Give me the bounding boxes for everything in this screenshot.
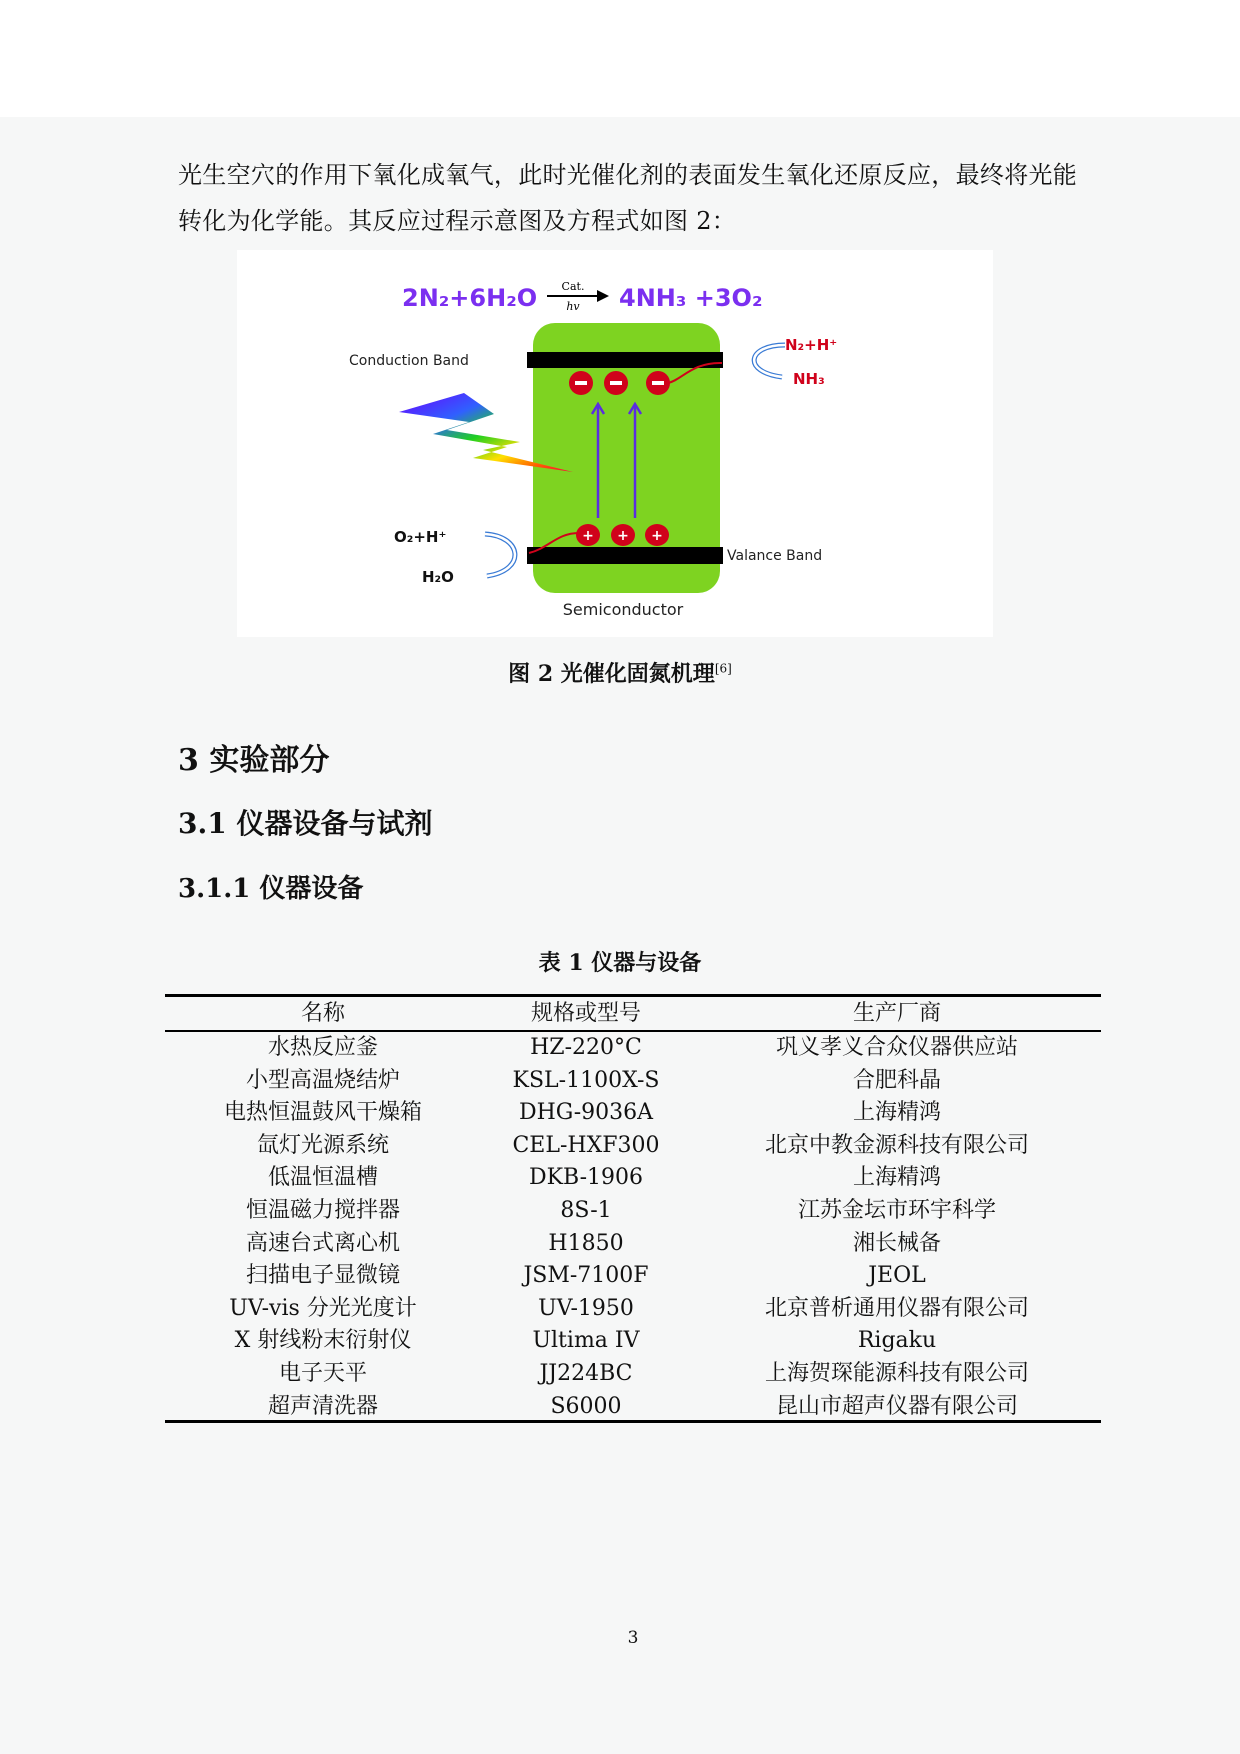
catalyst-label: Cat. bbox=[561, 280, 585, 293]
subsection-heading: 3.1 仪器设备与试剂 bbox=[178, 807, 433, 840]
table-row bbox=[165, 1228, 1101, 1260]
cell-name: 氙灯光源系统 bbox=[256, 1132, 389, 1158]
table-row bbox=[165, 1032, 1101, 1064]
cell-manufacturer: 上海精鸿 bbox=[852, 1100, 941, 1126]
cell-name: 恒温磁力搅拌器 bbox=[245, 1198, 400, 1223]
figure-caption-ref: [6] bbox=[714, 661, 732, 676]
header-manufacturer: 生产厂商 bbox=[852, 1001, 941, 1026]
cell-model: HZ-220°C bbox=[530, 1035, 642, 1060]
cell-name: 电热恒温鼓风干燥箱 bbox=[223, 1100, 422, 1126]
body-text-line: 转化为化学能。其反应过程示意图及方程式如图 2： bbox=[178, 207, 737, 235]
table-header-row bbox=[165, 998, 1101, 1030]
cb-product-label: NH₃ bbox=[793, 370, 825, 388]
table-bottom-rule bbox=[165, 1420, 1101, 1423]
cell-manufacturer: Rigaku bbox=[857, 1328, 937, 1354]
header-model: 规格或型号 bbox=[530, 1001, 641, 1026]
semiconductor-label: Semiconductor bbox=[562, 600, 684, 619]
table-row bbox=[165, 1391, 1101, 1423]
cell-model: UV-1950 bbox=[538, 1295, 634, 1321]
cell-manufacturer: JEOL bbox=[868, 1263, 926, 1289]
hole-sign: + bbox=[651, 528, 663, 544]
table-row bbox=[165, 1065, 1101, 1097]
cell-model: 8S-1 bbox=[560, 1198, 612, 1223]
table-row bbox=[165, 1293, 1101, 1325]
cell-name: 小型高温烧结炉 bbox=[245, 1067, 400, 1093]
cell-name: 超声清洗器 bbox=[267, 1393, 378, 1419]
electrons bbox=[569, 371, 670, 395]
cell-model: JSM-7100F bbox=[523, 1263, 649, 1289]
cell-model: S6000 bbox=[550, 1393, 622, 1419]
figure-caption bbox=[0, 657, 1240, 688]
page-number: 3 bbox=[627, 1628, 639, 1648]
cell-manufacturer: 上海精鸿 bbox=[852, 1165, 941, 1191]
cell-model: DKB-1906 bbox=[528, 1165, 644, 1191]
cell-manufacturer: 合肥科晶 bbox=[852, 1067, 941, 1093]
hole-sign: + bbox=[582, 528, 594, 544]
oxidation-cycle-arrow bbox=[485, 534, 515, 576]
cell-model: DHG-9036A bbox=[518, 1100, 654, 1126]
light-label: hv bbox=[566, 300, 580, 313]
cell-manufacturer: 江苏金坛市环宇科学 bbox=[797, 1198, 996, 1223]
figure-caption-text: 图 2 光催化固氮机理 bbox=[508, 661, 715, 687]
valance-band-label: Valance Band bbox=[727, 548, 823, 564]
cell-name: 扫描电子显微镜 bbox=[245, 1263, 400, 1289]
cell-manufacturer: 昆山市超声仪器有限公司 bbox=[775, 1393, 1018, 1419]
cell-model: Ultima IV bbox=[532, 1328, 640, 1354]
vb-product-label: O₂+H⁺ bbox=[394, 528, 447, 546]
reaction-arrowhead bbox=[597, 290, 609, 302]
table-caption: 表 1 仪器与设备 bbox=[538, 950, 702, 976]
table-top-rule bbox=[165, 994, 1101, 997]
cell-name: X 射线粉末衍射仪 bbox=[234, 1328, 412, 1354]
cell-model: CEL-HXF300 bbox=[512, 1132, 660, 1158]
cell-model: KSL-1100X-S bbox=[512, 1067, 660, 1093]
equation-products: 4NH₃ +3O₂ bbox=[619, 284, 763, 312]
cell-name: UV-vis 分光光度计 bbox=[229, 1295, 417, 1321]
table-row bbox=[165, 1162, 1101, 1194]
cb-reactant-label: N₂+H⁺ bbox=[785, 336, 838, 354]
vb-reactant-label: H₂O bbox=[422, 568, 454, 586]
cell-manufacturer: 巩义孝义合众仪器供应站 bbox=[775, 1035, 1018, 1060]
table-row bbox=[165, 1130, 1101, 1162]
reduction-cycle-arrow bbox=[754, 345, 785, 377]
cell-name: 低温恒温槽 bbox=[267, 1165, 378, 1191]
header-name: 名称 bbox=[300, 1001, 345, 1026]
valance-band-bar bbox=[527, 547, 723, 564]
cell-manufacturer: 上海贺琛能源科技有限公司 bbox=[764, 1361, 1029, 1386]
body-text-line: 光生空穴的作用下氧化成氧气，此时光催化剂的表面发生氧化还原反应，最终将光能 bbox=[178, 161, 1078, 189]
table-row bbox=[165, 1260, 1101, 1292]
photocatalysis-mechanism-figure bbox=[237, 250, 993, 637]
cell-model: H1850 bbox=[548, 1230, 624, 1256]
cell-manufacturer: 北京中教金源科技有限公司 bbox=[764, 1132, 1029, 1158]
table-row bbox=[165, 1195, 1101, 1227]
subsubsection-heading: 3.1.1 仪器设备 bbox=[178, 874, 364, 904]
cell-name: 电子天平 bbox=[278, 1361, 367, 1386]
hole-sign: + bbox=[617, 528, 629, 544]
table-row bbox=[165, 1097, 1101, 1129]
holes bbox=[576, 524, 669, 546]
page-top-margin bbox=[0, 0, 1240, 117]
table-row bbox=[165, 1358, 1101, 1390]
section-heading: 3 实验部分 bbox=[178, 743, 330, 778]
cell-name: 水热反应釜 bbox=[267, 1035, 378, 1060]
table-row bbox=[165, 1325, 1101, 1357]
cell-manufacturer: 湘长械备 bbox=[852, 1230, 941, 1256]
cell-model: JJ224BC bbox=[539, 1361, 633, 1386]
cell-manufacturer: 北京普析通用仪器有限公司 bbox=[764, 1295, 1029, 1321]
equation-reactants: 2N₂+6H₂O bbox=[402, 284, 538, 312]
cell-name: 高速台式离心机 bbox=[245, 1230, 400, 1256]
conduction-band-label: Conduction Band bbox=[349, 353, 469, 369]
conduction-band-bar bbox=[527, 352, 723, 368]
